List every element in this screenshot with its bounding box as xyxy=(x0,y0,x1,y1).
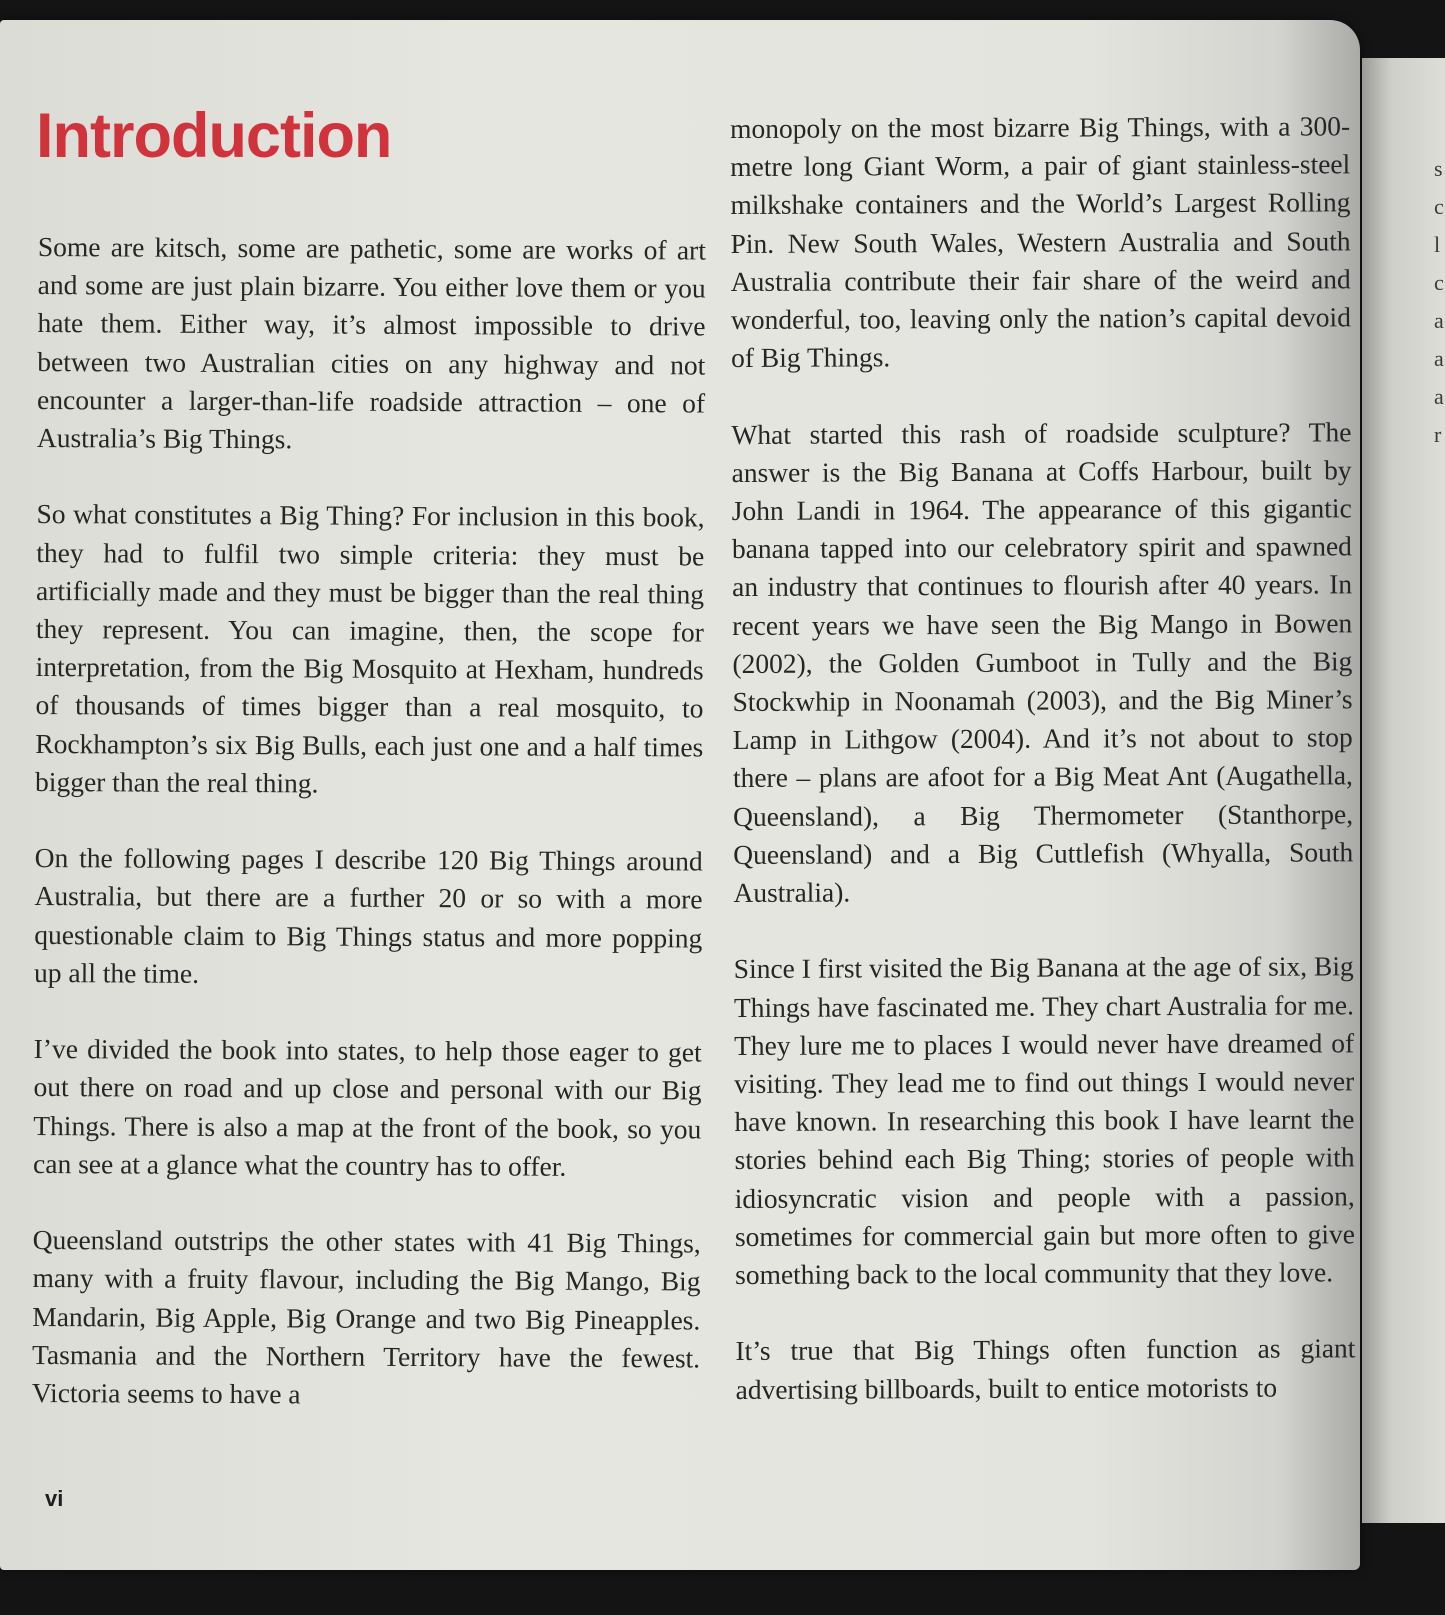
right-column xyxy=(730,107,1356,1409)
facing-page-fragment: r xyxy=(1434,422,1442,447)
paragraph: On the following pages I describe 120 Big Things around Australia, but there are a further 20 or so with a more questionable claim to Big Things status and more popping up all the time. xyxy=(34,842,703,989)
left-column xyxy=(32,228,706,1416)
paragraph: I’ve divided the book into states, to help those eager to get out there on road and up close and personal with our Big Things. There is also a map at the front of the book, so you can see at a glance what the country has to offer. xyxy=(33,1033,702,1182)
facing-page-text xyxy=(1434,150,1445,454)
facing-page-fragment: c xyxy=(1434,270,1444,295)
facing-page-edge xyxy=(1362,58,1445,1523)
paragraph: monopoly on the most bizarre Big Things, with a 300-metre long Giant Worm, a pair of giant stainless-steel milkshake containers and the World’s Largest Rolling Pin. New South Wales, Western Australia and South Australia contribute their fair share of the weird and wonderful, too, leaving only the nation’s capital devoid of Big Things. xyxy=(730,110,1351,374)
paragraph: Since I first visited the Big Banana at the age of six, Big Things have fascinated me. They chart Australia for me. They lure me to places I would never have dreamed of visiting. They lead me to find out things I would never have known. In researching this book I have learnt the stories behind each Big Thing; stories of people with idiosyncratic vision and people with a passion, sometimes for commercial gain but more often to give something back to the local community that they love. xyxy=(733,950,1355,1291)
facing-page-fragment: a xyxy=(1434,308,1444,333)
paragraph: What started this rash of roadside sculpture? The answer is the Big Banana at Coffs Harbour, built by John Landi in 1964. The appearance of this gigantic banana tapped into our celebratory spirit and spawned an industry that continues to flourish after 40 years. In recent years we have seen the Big Mango in Bowen (2002), the Golden Gumboot in Tully and the Big Stockwhip in Noonamah (2003), and the Big Miner’s Lamp in Lithgow (2004). And it’s not about to stop there – plans are afoot for a Big Meat Ant (Augathella, Queensland), a Big Thermometer (Stanthorpe, Queensland) and a Big Cuttlefish (Whyalla, South Australia). xyxy=(731,415,1354,909)
facing-page-fragment: c xyxy=(1434,194,1444,219)
paragraph: Queensland outstrips the other states with 41 Big Things, many with a fruity flavour, including the Big Mango, Big Mandarin, Big Apple, Big Orange and two Big Pineapples. Tasmania and the Northern Territory have the fewest. Victoria seems to have a xyxy=(31,1224,701,1410)
facing-page-fragment: l xyxy=(1434,232,1441,257)
paragraph: So what constitutes a Big Thing? For inclusion in this book, they had to fulfil two simple criteria: they must be artificially made and they must be bigger than the real thing they represent. You can imagine, then, the scope for interpretation, from the Big Mosquito at Hexham, hundreds of thousands of times bigger than a real mosquito, to Rockhampton’s six Big Bulls, each just one and a half times bigger than the real thing. xyxy=(35,498,705,799)
facing-page-fragment: s xyxy=(1434,156,1443,181)
facing-page-fragment: a xyxy=(1434,346,1444,371)
facing-page-fragment: a xyxy=(1434,384,1444,409)
page-title: Introduction xyxy=(36,101,392,171)
paragraph: Some are kitsch, some are pathetic, some are works of art and some are just plain bizarre. You either love them or you hate them. Either way, it’s almost impossible to drive between two Australian cities on any highway and not encounter a larger-than-life roadside attraction – one of Australia’s Big Things. xyxy=(36,230,706,455)
paragraph: It’s true that Big Things often function as giant advertising billboards, built to entice motorists to xyxy=(735,1332,1356,1405)
page-number: vi xyxy=(45,1486,64,1511)
